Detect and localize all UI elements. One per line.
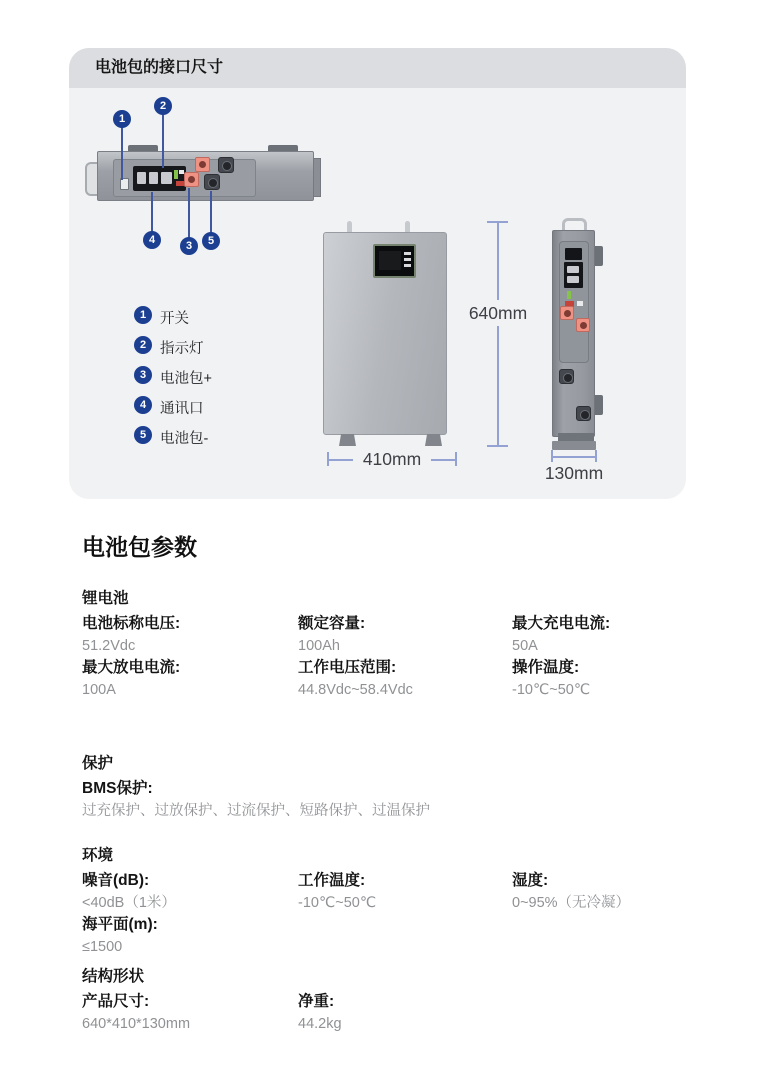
card-title: 电池包的接口尺寸 — [95, 59, 224, 76]
indicator-led — [174, 170, 178, 179]
spec-section-protection — [82, 753, 712, 822]
section-heading: 锂电池 — [82, 590, 129, 607]
spec-label: 额定容量: — [298, 615, 366, 632]
legend-label: 电池包- — [160, 431, 209, 447]
spec-section-environment — [82, 845, 712, 958]
height-dimension-label: 640mm — [462, 300, 534, 326]
spec-cell — [298, 870, 512, 914]
callout-badge-1: 1 — [113, 110, 131, 128]
comm-port — [567, 266, 579, 273]
spec-cell — [298, 613, 512, 657]
specs-title: 电池包参数 — [82, 534, 197, 560]
indicator-led — [567, 291, 571, 299]
end-flange — [313, 158, 321, 197]
callout-badge-2: 2 — [154, 97, 172, 115]
spec-row — [82, 914, 712, 958]
foot — [425, 434, 442, 446]
legend-badge-3: 3 — [134, 366, 152, 384]
comm-port — [567, 276, 579, 283]
spec-value: 50A — [512, 638, 538, 654]
spec-value: -10℃~50℃ — [298, 895, 377, 911]
spec-cell — [512, 657, 712, 701]
mount-tab — [595, 246, 603, 266]
battery-minus-connector — [204, 174, 220, 190]
leader-line-3 — [188, 188, 190, 238]
legend-label: 指示灯 — [160, 341, 204, 357]
spec-value: 100Ah — [298, 638, 340, 654]
spec-label: 最大充电电流: — [512, 615, 611, 632]
spec-cell — [298, 657, 512, 701]
spec-label: 最大放电电流: — [82, 659, 181, 676]
spec-cell — [82, 778, 712, 822]
battery-plus-connector — [184, 172, 199, 187]
panel-mark — [577, 301, 583, 306]
battery-minus-connector — [576, 406, 591, 421]
spec-label: BMS保护: — [82, 780, 153, 797]
spec-value: ≤1500 — [82, 939, 123, 955]
dim-tick — [455, 452, 457, 466]
height-dimension-line — [497, 222, 499, 446]
spec-value: 44.2kg — [298, 1016, 342, 1032]
spec-label: 海平面(m): — [82, 916, 158, 933]
width-dimension-label: 410mm — [353, 448, 431, 470]
spec-row — [82, 657, 712, 701]
spec-section-structure — [82, 966, 712, 1035]
battery-minus-connector — [559, 369, 574, 384]
spec-cell — [82, 613, 298, 657]
base — [552, 441, 596, 450]
foot — [339, 434, 356, 446]
dim-tick — [487, 445, 508, 447]
battery-minus-connector — [218, 157, 234, 173]
spec-value: 100A — [82, 682, 116, 698]
legend-badge-1: 1 — [134, 306, 152, 324]
spec-label: 产品尺寸: — [82, 993, 150, 1010]
comm-port — [149, 172, 158, 184]
spec-row — [82, 778, 712, 822]
section-heading: 环境 — [82, 847, 114, 864]
mount-tab — [595, 395, 603, 415]
screen-indicator — [404, 258, 411, 261]
battery-plus-connector — [560, 306, 574, 320]
legend-badge-2: 2 — [134, 336, 152, 354]
callout-badge-5: 5 — [202, 232, 220, 250]
leader-line-4 — [151, 192, 153, 232]
spec-cell — [298, 991, 512, 1035]
spec-value: 0~95%（无冷凝） — [512, 895, 631, 911]
comm-port — [161, 172, 172, 184]
leader-line-5 — [210, 191, 212, 233]
spec-row — [82, 991, 712, 1035]
spec-value: 过充保护、过放保护、过流保护、短路保护、过温保护 — [82, 803, 430, 819]
section-heading: 保护 — [82, 755, 114, 772]
comm-port — [564, 262, 583, 288]
depth-dimension-label: 130mm — [541, 462, 607, 484]
spec-label: 工作电压范围: — [298, 659, 397, 676]
leader-line-1 — [121, 127, 123, 180]
spec-section-lithium — [82, 588, 712, 701]
legend-label: 开关 — [160, 311, 189, 327]
callout-badge-4: 4 — [143, 231, 161, 249]
spec-cell — [512, 870, 712, 914]
panel-mark — [176, 181, 184, 186]
spec-row — [82, 613, 712, 657]
spec-cell — [512, 613, 712, 657]
spec-cell — [82, 991, 298, 1035]
depth-dimension-line — [551, 456, 596, 458]
battery-plus-connector — [195, 157, 210, 172]
section-heading: 结构形状 — [82, 968, 145, 985]
side-connector-panel — [559, 241, 589, 363]
spec-cell — [82, 914, 298, 958]
spec-cell — [82, 657, 298, 701]
lcd-area — [379, 251, 401, 270]
spec-value: 51.2Vdc — [82, 638, 136, 654]
comm-port — [565, 248, 582, 260]
spec-value: 640*410*130mm — [82, 1016, 191, 1032]
spec-cell — [82, 870, 298, 914]
screen-indicator — [404, 252, 411, 255]
spec-value: 44.8Vdc~58.4Vdc — [298, 682, 413, 698]
legend-badge-5: 5 — [134, 426, 152, 444]
legend-label: 电池包+ — [160, 371, 212, 387]
spec-row — [82, 870, 712, 914]
spec-label: 湿度: — [512, 872, 549, 889]
legend-badge-4: 4 — [134, 396, 152, 414]
spec-label: 净重: — [298, 993, 335, 1010]
battery-plus-connector — [576, 318, 590, 332]
display-screen — [373, 244, 416, 278]
callout-badge-3: 3 — [180, 237, 198, 255]
spec-value: -10℃~50℃ — [512, 682, 591, 698]
spec-value: <40dB（1米） — [82, 895, 176, 911]
spec-label: 电池标称电压: — [82, 615, 181, 632]
comm-port — [137, 172, 146, 184]
spec-label: 工作温度: — [298, 872, 366, 889]
screen-indicator — [404, 264, 411, 267]
spec-label: 噪音(dB): — [82, 872, 150, 889]
comm-port-panel — [133, 166, 186, 191]
spec-label: 操作温度: — [512, 659, 580, 676]
leader-line-2 — [162, 114, 164, 168]
legend-label: 通讯口 — [160, 401, 204, 417]
